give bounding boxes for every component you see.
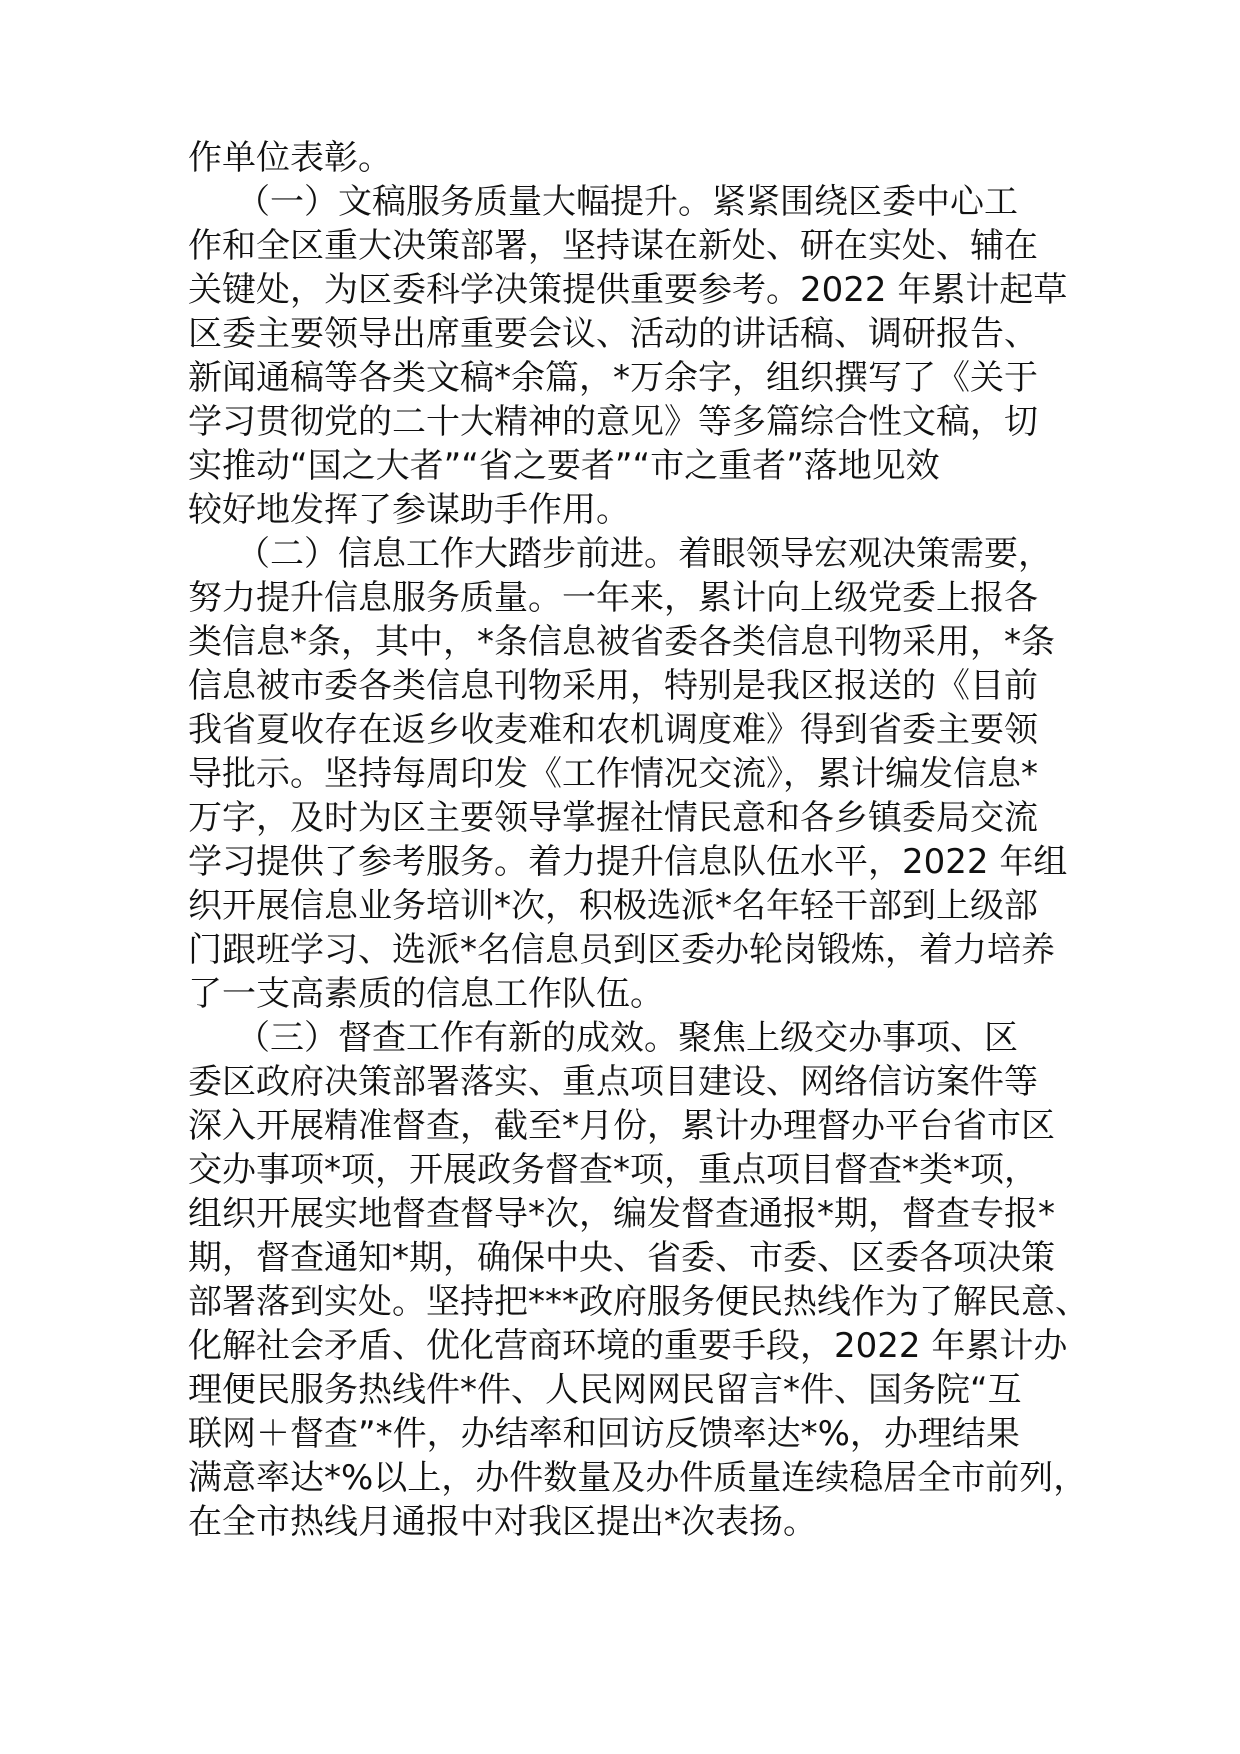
text-line: 较好地发挥了参谋助手作用。 [188, 490, 630, 530]
text-line: 关键处，为区委科学决策提供重要参考。2022 年累计起草 [188, 270, 1068, 310]
text-line: 信息被市委各类信息刊物采用，特别是我区报送的《目前 [188, 666, 1038, 706]
section-heading-line: （三）督查工作有新的成效。聚焦上级交办事项、区 [236, 1018, 1018, 1058]
text-line: 委区政府决策部署落实、重点项目建设、网络信访案件等 [188, 1062, 1038, 1102]
text-line: 织开展信息业务培训*次，积极选派*名年轻干部到上级部 [188, 886, 1038, 926]
text-line: 在全市热线月通报中对我区提出*次表扬。 [188, 1502, 817, 1542]
text-line: 化解社会矛盾、优化营商环境的重要手段，2022 年累计办 [188, 1326, 1068, 1366]
text-line: 导批示。坚持每周印发《工作情况交流》，累计编发信息* [188, 754, 1038, 794]
text-line: 作和全区重大决策部署，坚持谋在新处、研在实处、辅在 [188, 226, 1038, 266]
text-line: 类信息*条，其中，*条信息被省委各类信息刊物采用，*条 [188, 622, 1055, 662]
text-line: 我省夏收存在返乡收麦难和农机调度难》得到省委主要领 [188, 710, 1038, 750]
text-line: 学习贯彻党的二十大精神的意见》等多篇综合性文稿，切 [188, 402, 1038, 442]
text-line: 深入开展精准督查，截至*月份，累计办理督办平台省市区 [188, 1106, 1055, 1146]
text-line: 了一支高素质的信息工作队伍。 [188, 974, 664, 1014]
text-line: 学习提供了参考服务。着力提升信息队伍水平，2022 年组 [188, 842, 1068, 882]
text-line: 期，督查通知*期，确保中央、省委、市委、区委各项决策 [188, 1238, 1055, 1278]
text-line: 门跟班学习、选派*名信息员到区委办轮岗锻炼，着力培养 [188, 930, 1055, 970]
text-line: 满意率达*%以上，办件数量及办件质量连续稳居全市前列， [188, 1458, 1088, 1498]
text-line: 区委主要领导出席重要会议、活动的讲话稿、调研报告、 [188, 314, 1038, 354]
text-line: 联网＋督查”*件，办结率和回访反馈率达*%，办理结果 [188, 1414, 1020, 1454]
text-line: 组织开展实地督查督导*次，编发督查通报*期，督查专报* [188, 1194, 1055, 1234]
text-line: 作单位表彰。 [188, 138, 392, 178]
text-line: 努力提升信息服务质量。一年来，累计向上级党委上报各 [188, 578, 1038, 618]
text-line: 交办事项*项，开展政务督查*项，重点项目督查*类*项， [188, 1150, 1038, 1190]
section-heading-line: （二）信息工作大踏步前进。着眼领导宏观决策需要， [236, 534, 1052, 574]
text-line: 万字，及时为区主要领导掌握社情民意和各乡镇委局交流 [188, 798, 1038, 838]
text-line: 新闻通稿等各类文稿*余篇，*万余字，组织撰写了《关于 [188, 358, 1038, 398]
text-line: 理便民服务热线件*件、人民网网民留言*件、国务院“互 [188, 1370, 1022, 1410]
text-line: 部署落到实处。坚持把***政府服务便民热线作为了解民意、 [188, 1282, 1089, 1322]
text-line: 实推动“国之大者”“省之要者”“市之重者”落地见效 [188, 446, 940, 486]
section-heading-line: （一）文稿服务质量大幅提升。紧紧围绕区委中心工 [236, 182, 1018, 222]
